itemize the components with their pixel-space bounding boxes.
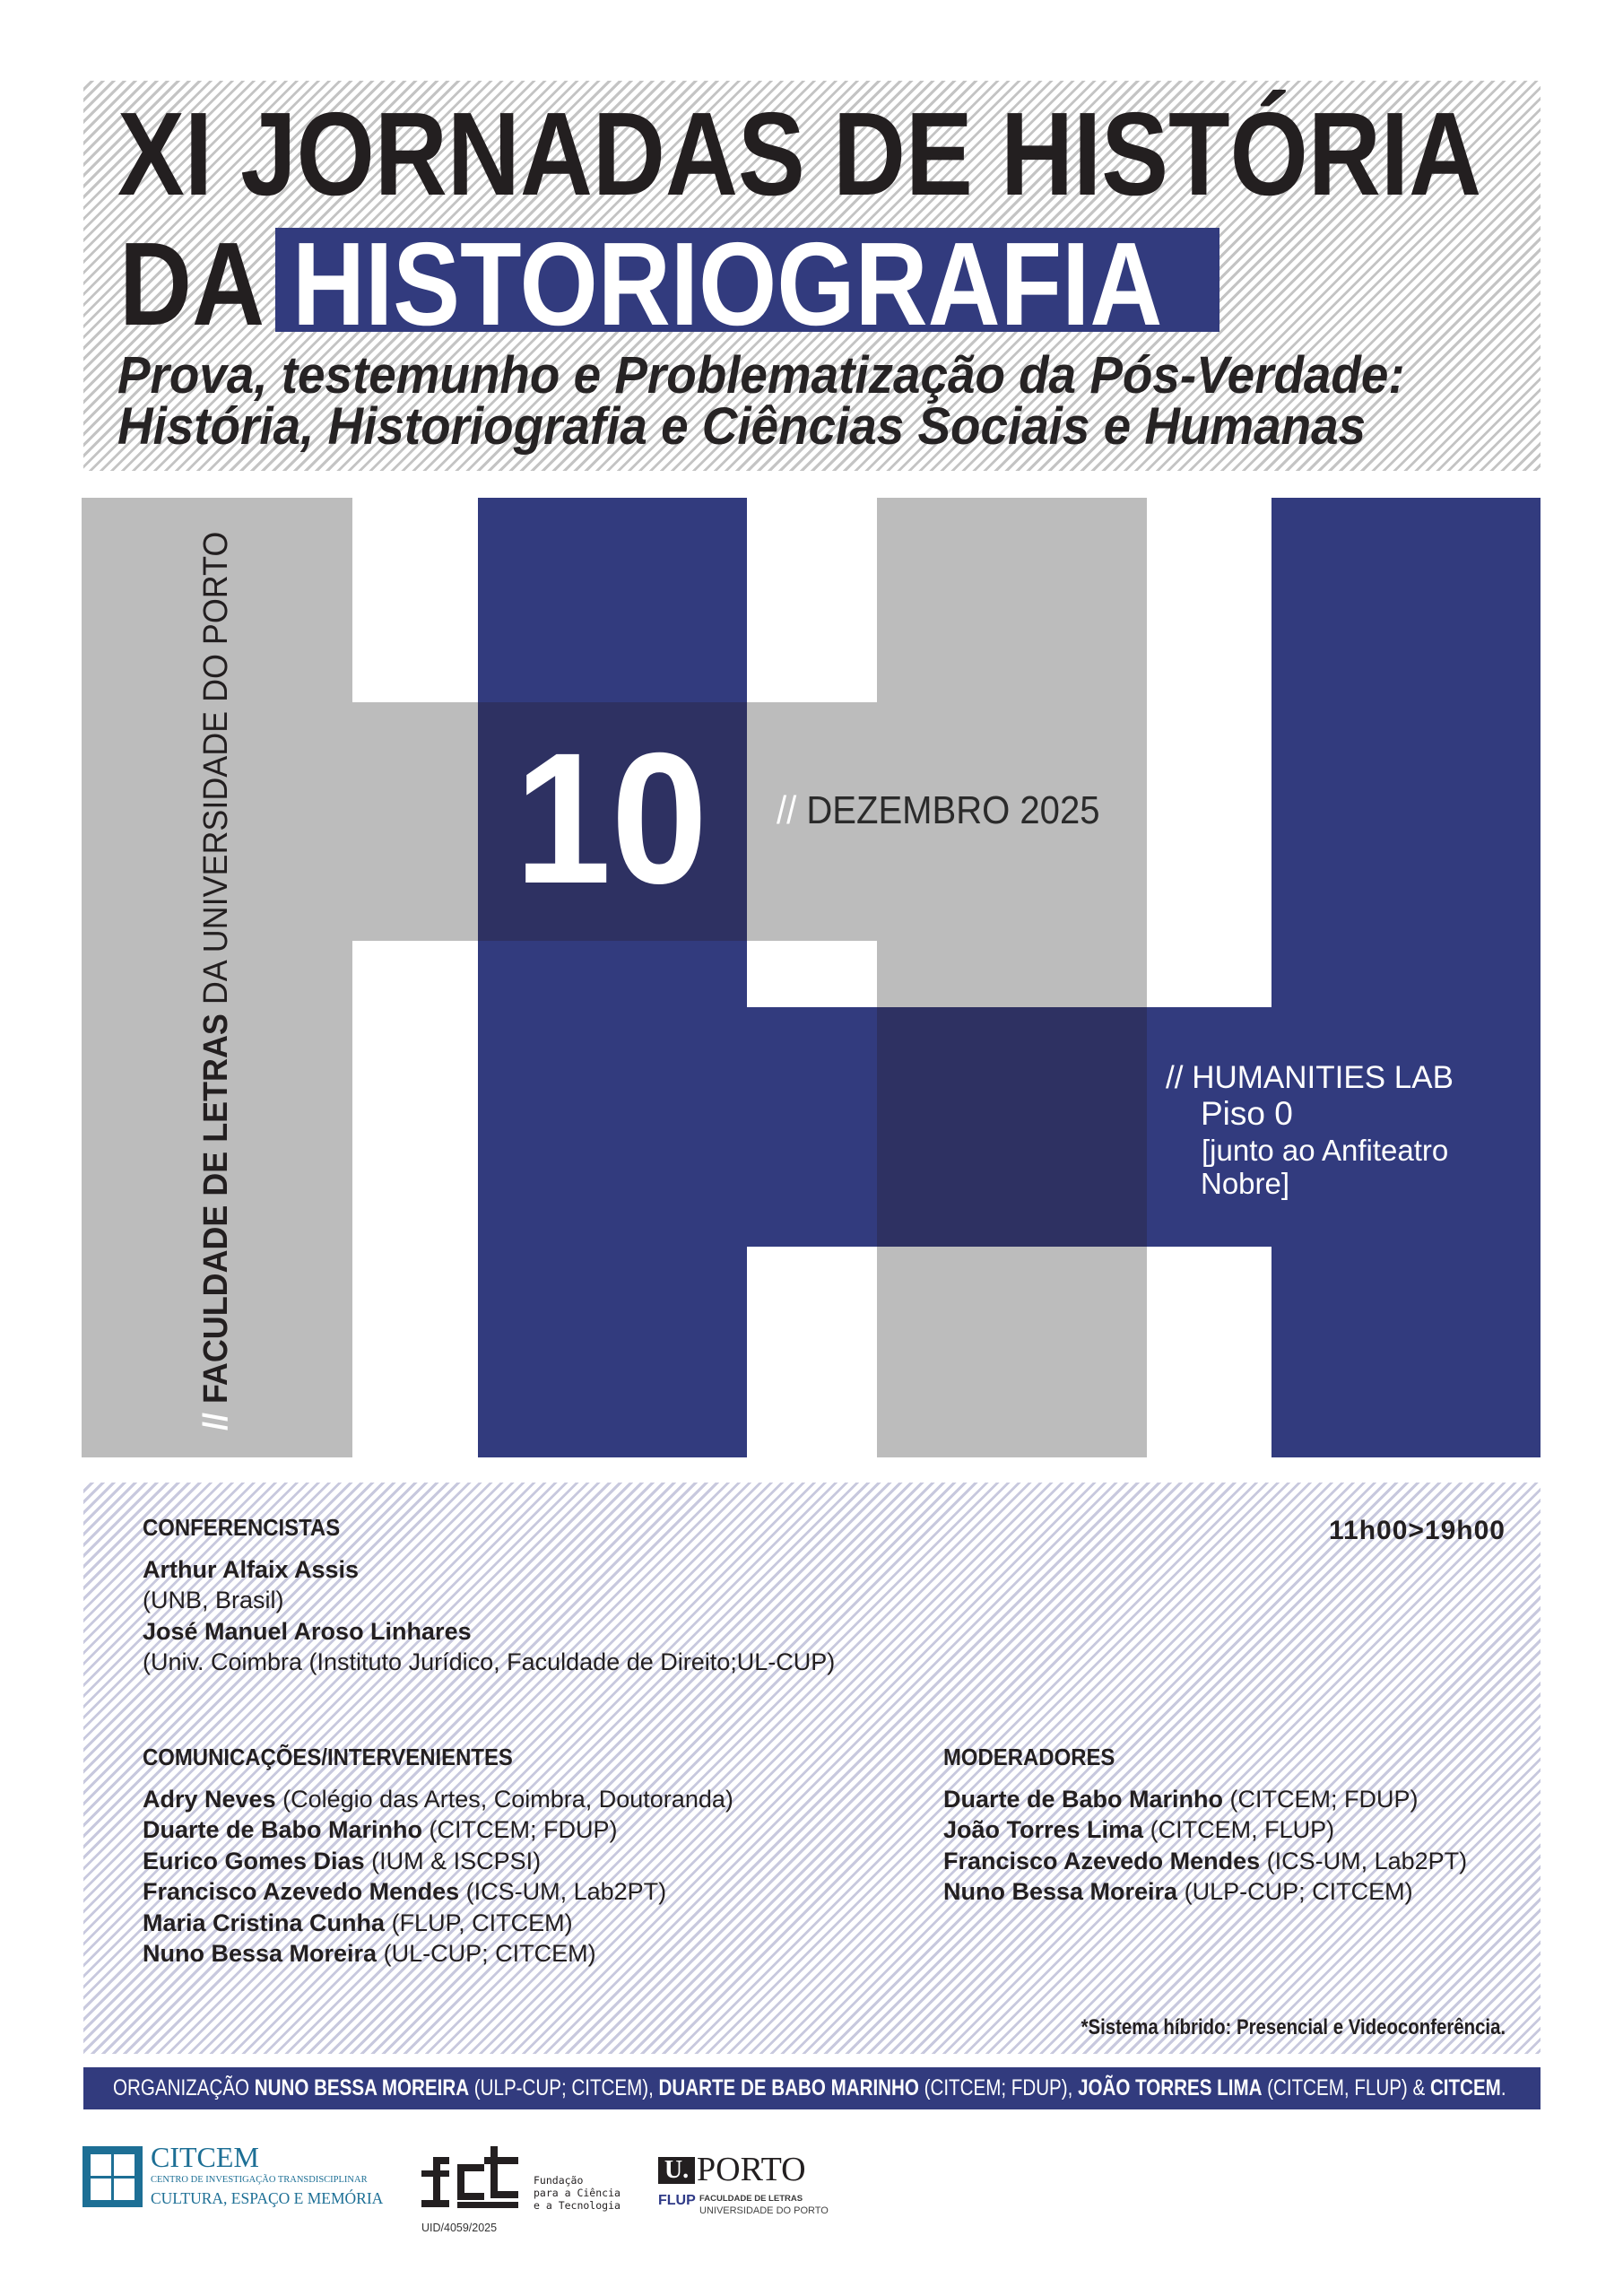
speaker-name: Arthur Alfaix Assis xyxy=(143,1555,360,1583)
flup-acronym: FLUP xyxy=(658,2193,696,2208)
list-item xyxy=(143,1784,733,1815)
list-item xyxy=(143,1908,733,1939)
participant-name: Francisco Azevedo Mendes xyxy=(143,1878,460,1905)
organizer-name: JOÃO TORRES LIMA xyxy=(1078,2075,1263,2100)
h-navy-right-bar xyxy=(1271,498,1541,1457)
participant-affiliation: (CITCEM; FDUP) xyxy=(429,1816,618,1843)
moderadores-heading: MODERADORES xyxy=(943,1744,1115,1770)
citcem-logo-line2: CULTURA, ESPAÇO E MEMÓRIA xyxy=(151,2189,384,2207)
participant-affiliation: (Colégio das Artes, Coimbra, Doutoranda) xyxy=(282,1785,733,1813)
month-year-text: DEZEMBRO 2025 xyxy=(806,788,1100,832)
moderator-affiliation: (CITCEM, FLUP) xyxy=(1150,1816,1335,1843)
moderator-name: Duarte de Babo Marinho xyxy=(943,1785,1224,1813)
hybrid-note: *Sistema híbrido: Presencial e Videoconferência. xyxy=(1081,2015,1506,2039)
list-item xyxy=(943,1814,1467,1846)
participant-name: Maria Cristina Cunha xyxy=(143,1909,386,1936)
participant-name: Duarte de Babo Marinho xyxy=(143,1816,423,1843)
list-item xyxy=(143,1814,733,1846)
location-detail-line2: Nobre] xyxy=(1201,1167,1290,1200)
fct-logo-text xyxy=(534,2174,621,2212)
participant-name: Eurico Gomes Dias xyxy=(143,1847,365,1874)
event-title-highlight: HISTORIOGRAFIA xyxy=(292,218,1163,350)
organizer-name: NUNO BESSA MOREIRA xyxy=(254,2075,470,2100)
event-title-line1: XI JORNADAS DE HISTÓRIA xyxy=(117,88,1482,220)
flup-line1: FACULDADE DE LETRAS xyxy=(699,2194,803,2204)
fct-line1: Fundação xyxy=(534,2174,584,2187)
date-slashes: // xyxy=(777,788,797,832)
list-item xyxy=(943,1846,1467,1877)
h-overlap-lower xyxy=(877,1007,1147,1247)
participant-affiliation: (FLUP, CITCEM) xyxy=(391,1909,573,1936)
organizer-affiliation: (CITCEM, FLUP) & xyxy=(1267,2075,1426,2100)
event-subtitle-line1: Prova, testemunho e Problematização da Pós-Verdade: xyxy=(117,346,1405,404)
venue-university: DA UNIVERSIDADE DO PORTO xyxy=(197,531,235,1005)
location-floor: Piso 0 xyxy=(1201,1095,1293,1132)
venue-vertical-text xyxy=(199,532,233,1431)
uporto-logo-mark: U. xyxy=(658,2157,695,2184)
organizer-name: DUARTE DE BABO MARINHO xyxy=(658,2075,919,2100)
citcem-window-icon xyxy=(82,2146,143,2207)
speaker-affiliation: (UNB, Brasil) xyxy=(143,1587,284,1613)
location-name xyxy=(1166,1062,1454,1093)
moderator-affiliation: (CITCEM; FDUP) xyxy=(1229,1785,1419,1813)
participant-affiliation: (IUM & ISCPSI) xyxy=(371,1847,542,1874)
flup-line2: UNIVERSIDADE DO PORTO xyxy=(699,2205,829,2216)
uporto-logo-name: PORTO xyxy=(697,2151,806,2188)
event-title-prefix: DA xyxy=(119,218,265,350)
moderadores-section xyxy=(943,1742,1467,1908)
fct-line3: e a Tecnologia xyxy=(534,2199,621,2212)
conferencistas-section xyxy=(143,1512,835,1678)
organization-text xyxy=(113,2067,1506,2109)
event-month-year xyxy=(777,788,1100,832)
event-day: 10 xyxy=(515,715,708,923)
moderator-affiliation: (ICS-UM, Lab2PT) xyxy=(1266,1847,1468,1874)
organizer-affiliation: . xyxy=(1500,2075,1506,2100)
fct-logo-icon xyxy=(421,2146,518,2209)
h-gray-right-bar xyxy=(877,498,1147,1457)
window-pane xyxy=(91,2179,111,2200)
moderator-name: Nuno Bessa Moreira xyxy=(943,1878,1178,1905)
h-navy-left-bar xyxy=(478,498,747,1457)
moderator-name: João Torres Lima xyxy=(943,1816,1144,1843)
organization-label: ORGANIZAÇÃO xyxy=(113,2075,250,2100)
fct-line2: para a Ciência xyxy=(534,2187,621,2199)
venue-faculty: FACULDADE DE LETRAS xyxy=(197,1013,235,1405)
window-pane xyxy=(114,2179,135,2200)
fct-uid: UID/4059/2025 xyxy=(421,2222,498,2234)
list-item xyxy=(143,1876,733,1908)
moderator-affiliation: (ULP-CUP; CITCEM) xyxy=(1184,1878,1413,1905)
list-item xyxy=(143,1938,733,1970)
location-name-text: HUMANITIES LAB xyxy=(1192,1060,1454,1095)
window-pane xyxy=(91,2154,111,2176)
organizer-affiliation: (ULP-CUP; CITCEM), xyxy=(473,2075,654,2100)
participant-affiliation: (UL-CUP; CITCEM) xyxy=(383,1940,596,1967)
comunicacoes-heading: COMUNICAÇÕES/INTERVENIENTES xyxy=(143,1744,513,1770)
event-subtitle-line2: História, Historiografia e Ciências Sociais e Humanas xyxy=(117,397,1367,456)
citcem-logo-name: CITCEM xyxy=(151,2141,259,2173)
conferencistas-heading: CONFERENCISTAS xyxy=(143,1514,341,1541)
moderator-name: Francisco Azevedo Mendes xyxy=(943,1847,1261,1874)
participant-affiliation: (ICS-UM, Lab2PT) xyxy=(465,1878,667,1905)
list-item xyxy=(143,1846,733,1877)
venue-slashes: // xyxy=(197,1413,235,1431)
organizer-name: CITCEM xyxy=(1429,2075,1501,2100)
list-item xyxy=(943,1876,1467,1908)
speaker-affiliation: (Univ. Coimbra (Instituto Jurídico, Faculdade de Direito;UL-CUP) xyxy=(143,1648,836,1675)
participant-name: Nuno Bessa Moreira xyxy=(143,1940,378,1967)
location-detail-line1: [junto ao Anfiteatro xyxy=(1202,1134,1449,1167)
comunicacoes-section xyxy=(143,1742,733,1970)
location-slashes: // xyxy=(1166,1060,1184,1095)
list-item xyxy=(943,1784,1467,1815)
citcem-logo-line1: CENTRO DE INVESTIGAÇÃO TRANSDISCIPLINAR xyxy=(151,2175,368,2185)
window-pane xyxy=(114,2154,135,2176)
participant-name: Adry Neves xyxy=(143,1785,276,1813)
speaker-name: José Manuel Aroso Linhares xyxy=(143,1617,472,1645)
organizer-affiliation: (CITCEM; FDUP), xyxy=(924,2075,1073,2100)
schedule-time: 11h00>19h00 xyxy=(1329,1516,1506,1545)
